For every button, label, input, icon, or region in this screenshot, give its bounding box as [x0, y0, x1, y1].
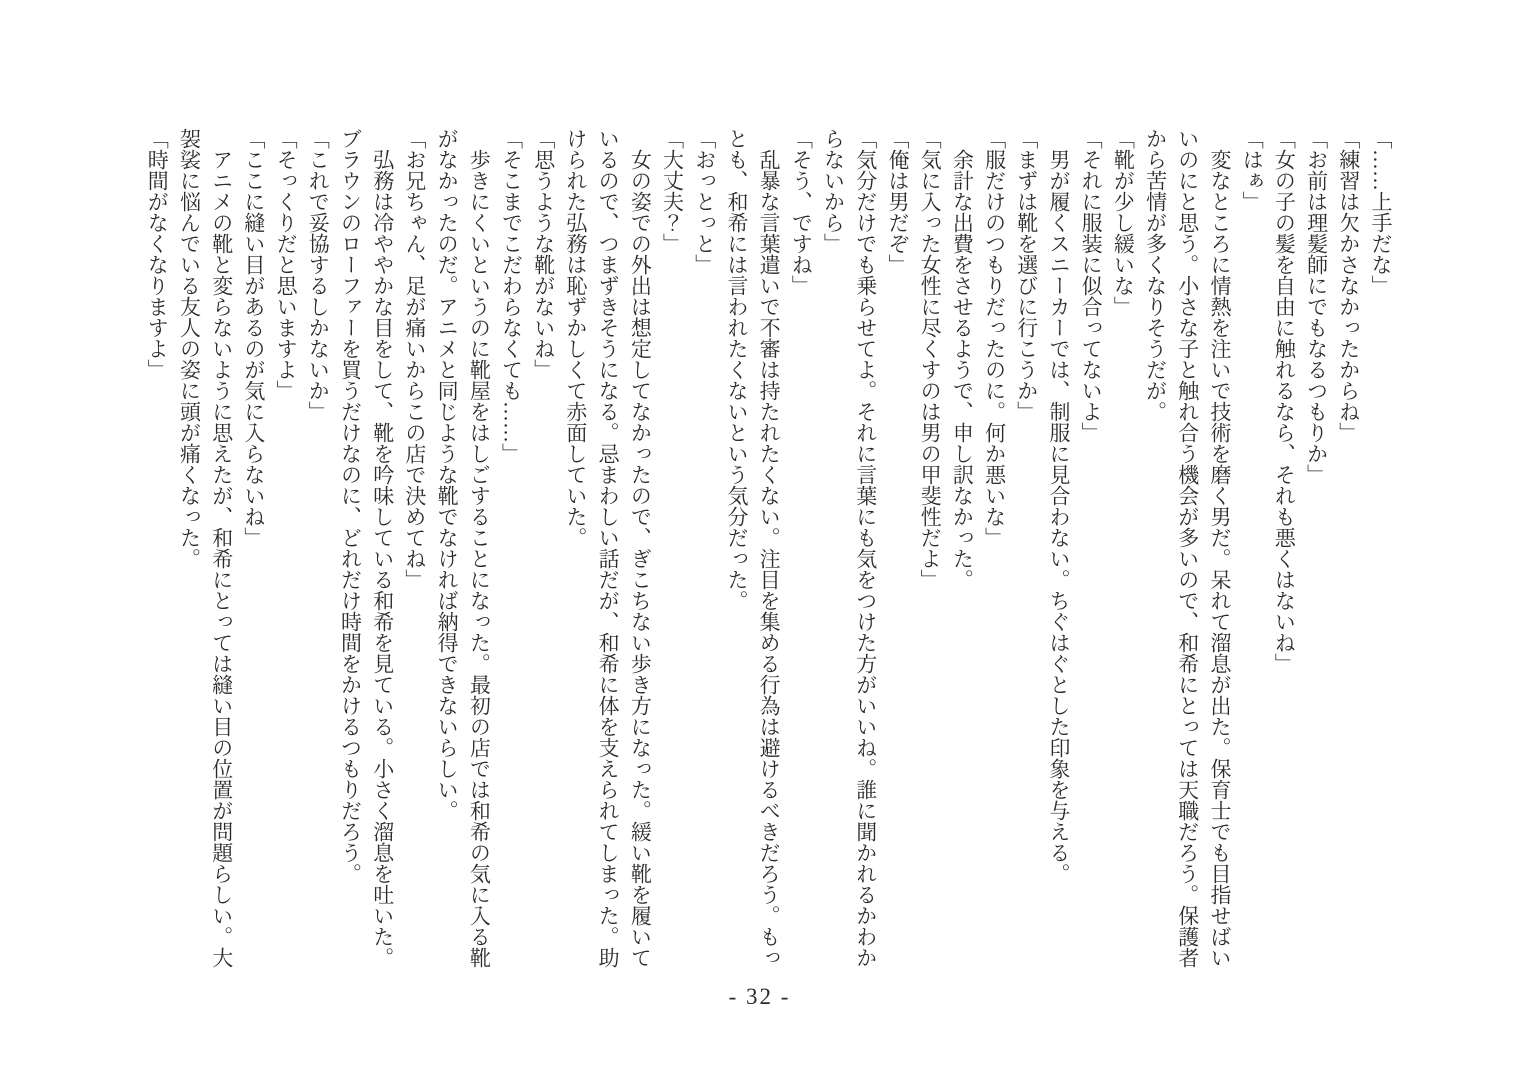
- page-number: - 32 -: [728, 984, 791, 1009]
- dialogue-paragraph: 「お前は理髪師にでもなるつもりか」: [1304, 128, 1329, 485]
- narration-paragraph: 弘務は冷ややかな目をして、靴を吟味している和希を見ている。小さく溜息を吐いた。ブラウンのローファーを買うだけなのに、どれだけ時間をかけるつもりだろう。: [338, 128, 395, 968]
- dialogue-paragraph: 「お兄ちゃん、足が痛いからこの店で決めてね」: [402, 128, 427, 590]
- dialogue-paragraph: 「練習は欠かさなかったからね」: [1336, 128, 1361, 443]
- dialogue-paragraph: 「はぁ」: [1240, 128, 1265, 212]
- narration-paragraph: 男が履くスニーカーでは、制服に見合わない。ちぐはぐとした印象を与える。: [1046, 149, 1071, 884]
- narration-paragraph: 乱暴な言葉遣いで不審は持たれたくない。注目を集める行為は避けるべきだろう。もっとも、和希には言われたくないという気分だった。: [724, 128, 782, 968]
- dialogue-paragraph: 「おっとっと」: [692, 128, 717, 275]
- narration-paragraph: 変なところに情熱を注いで技術を磨く男だ。呆れて溜息が出た。保育士でも目指せばいいのにと思う。小さな子と触れ合う機会が多いので、和希にとっては天職だろう。保護者から苦情が多くなりそうだが。: [1143, 128, 1232, 968]
- dialogue-paragraph: 「そう、ですね」: [789, 128, 814, 296]
- dialogue-paragraph: 「それに服装に似合ってないよ」: [1079, 128, 1104, 443]
- narration-paragraph: アニメの靴と変らないように思えたが、和希にとっては縫い目の位置が問題らしい。大袈裟に悩んでいる友人の姿に頭が痛くなった。: [177, 128, 234, 968]
- dialogue-paragraph: 「そっくりだと思いますよ」: [274, 128, 299, 401]
- dialogue-paragraph: 「気に入った女性に尽くすのは男の甲斐性だよ」: [918, 128, 943, 590]
- text-body: [141, 128, 1397, 968]
- dialogue-paragraph: 「思うような靴がないね」: [531, 128, 556, 380]
- dialogue-paragraph: 「靴が少し緩いな」: [1111, 128, 1136, 317]
- dialogue-paragraph: 「服だけのつもりだったのに。何か悪いな」: [982, 128, 1007, 548]
- dialogue-paragraph: 「俺は男だぞ」: [885, 128, 910, 275]
- dialogue-paragraph: 「そこまでこだわらなくても……」: [499, 128, 524, 464]
- narration-paragraph: 歩きにくいというのに靴屋をはしごすることになった。最初の店では和希の気に入る靴がなかったのだ。アニメと同じような靴でなければ納得できないらしい。: [435, 128, 492, 968]
- dialogue-paragraph: 「時間がなくなりますよ」: [145, 128, 170, 380]
- dialogue-paragraph: 「これで妥協するしかないか」: [306, 128, 331, 422]
- dialogue-paragraph: 「女の子の髪を自由に触れるなら、それも悪くはないね」: [1272, 128, 1297, 674]
- dialogue-paragraph: 「ここに縫い目があるのが気に入らないね」: [241, 128, 266, 548]
- narration-paragraph: 女の姿での外出は想定してなかったので、ぎこちない歩き方になった。緩い靴を履いているので、つまずきそうになる。忌まわしい話だが、和希に体を支えられてしまった。助けられた弘務は恥ずかしくて赤面していた。: [563, 128, 653, 968]
- dialogue-paragraph: 「まずは靴を選びに行こうか」: [1014, 128, 1039, 422]
- dialogue-paragraph: 「大丈夫？」: [660, 128, 685, 254]
- dialogue-paragraph: 「気分だけでも乗らせてよ。それに言葉にも気をつけた方がいいね。誰に聞かれるかわからないから」: [821, 128, 878, 968]
- dialogue-paragraph: 「……上手だな」: [1369, 128, 1393, 296]
- narration-paragraph: 余計な出費をさせるようで、申し訳なかった。: [950, 149, 975, 590]
